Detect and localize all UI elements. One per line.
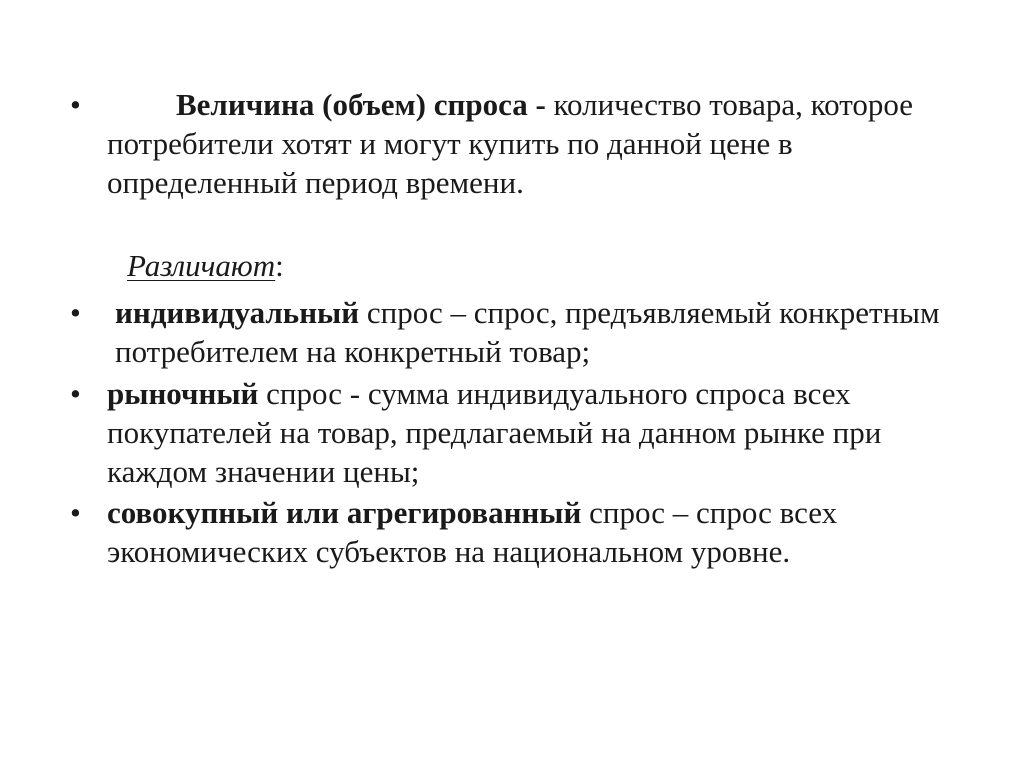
item-text: спрос - сумма индивидуального спроса всех покупателей на товар, предлагаемый на данном рынке при каждом значении цены; — [107, 376, 882, 489]
item-text: спрос – спрос всех экономических субъектов на национальном уровне. — [107, 495, 838, 569]
bullet-marker: • — [70, 495, 81, 530]
list-item — [107, 493, 987, 571]
definition-term: Величина (объем) спроса - — [176, 87, 554, 122]
bullet-marker: • — [70, 376, 81, 411]
list-item — [107, 374, 987, 491]
bullet-marker: • — [70, 87, 81, 122]
item-term: рыночный — [107, 376, 259, 411]
subheading-colon: : — [275, 248, 284, 283]
subheading — [127, 246, 284, 285]
bullet-marker: • — [70, 295, 81, 330]
definition-paragraph — [107, 85, 987, 202]
item-term: индивидуальный — [115, 295, 360, 330]
definition-text: количество товара, которое потребители хотят и могут купить по данной цене в определенный период времени. — [107, 87, 914, 200]
item-text: спрос – спрос, предъявляемый конкретным потребителем на конкретный товар; — [115, 295, 940, 369]
subheading-word: Различают — [127, 248, 276, 283]
list-item — [115, 293, 975, 371]
item-term: совокупный или агрегированный — [107, 495, 582, 530]
